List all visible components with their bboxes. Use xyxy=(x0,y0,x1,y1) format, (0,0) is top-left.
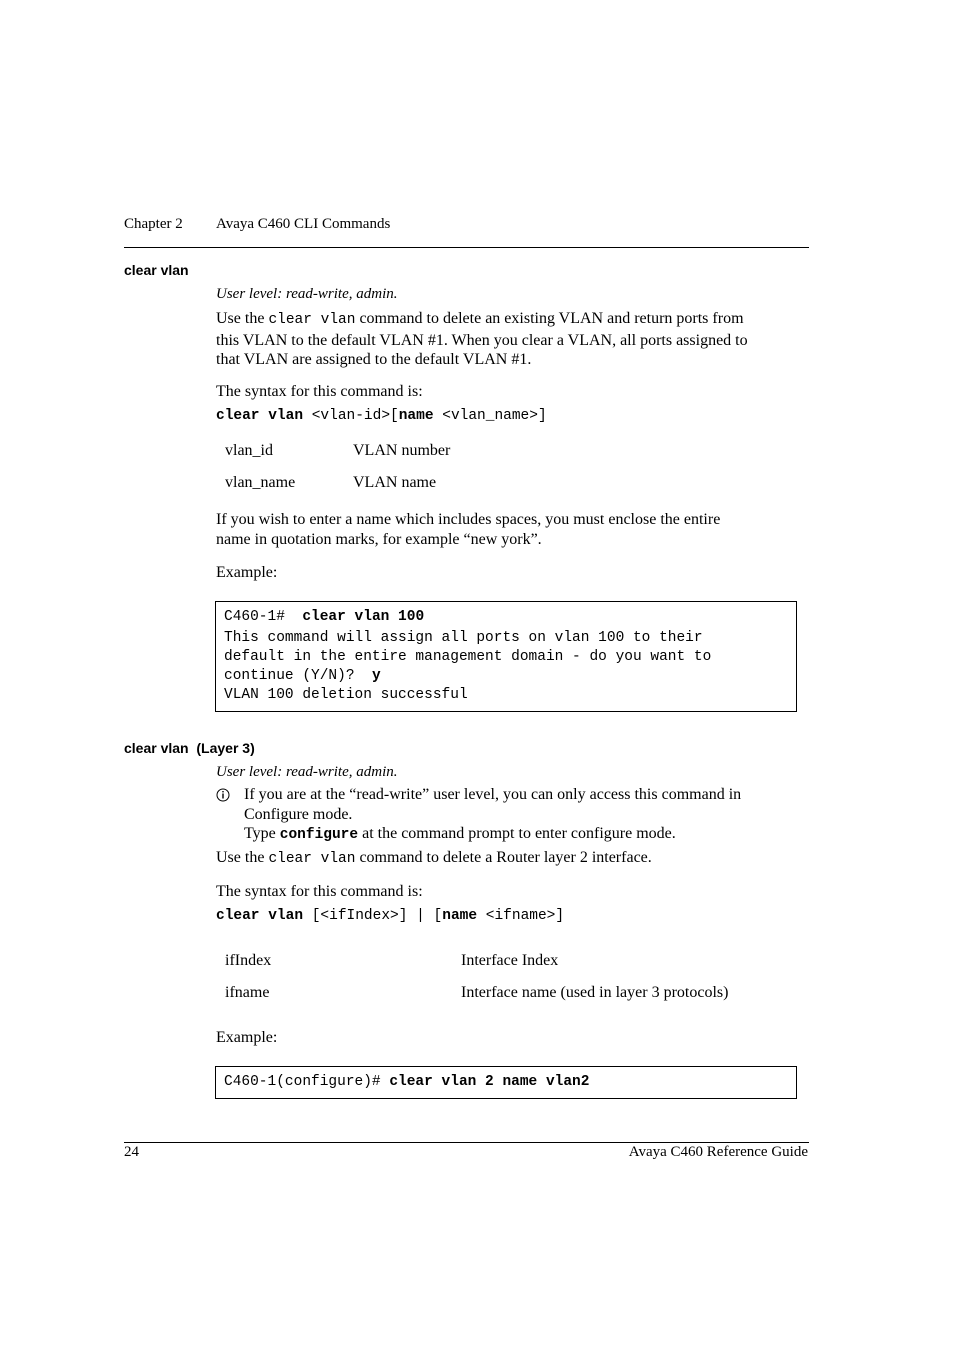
chapter-title: Avaya C460 CLI Commands xyxy=(216,216,391,232)
syntax-arg: [<ifIndex>] | [ xyxy=(303,908,443,924)
syntax-intro: The syntax for this command is: xyxy=(216,383,423,400)
param-desc: VLAN number xyxy=(353,442,451,459)
note-text: If you wish to enter a name which includes spaces, you must enclose the entire xyxy=(216,511,721,528)
intro-text: Use the xyxy=(216,310,269,327)
note-text: name in quotation marks, for example “new york”. xyxy=(216,530,542,548)
example-label: Example: xyxy=(216,564,278,581)
param-desc: Interface name (used in layer 3 protocols) xyxy=(461,984,729,1001)
chapter-label: Chapter 2 xyxy=(124,216,183,232)
example-label: Example: xyxy=(216,1029,278,1046)
syntax-arg: <ifname>] xyxy=(477,908,565,924)
code-command: clear vlan 100 xyxy=(302,609,425,625)
usage-part: Use the xyxy=(216,849,269,866)
code-line xyxy=(224,608,424,627)
usage-part: command to delete a Router layer 2 interface. xyxy=(355,849,652,866)
param-name: ifIndex xyxy=(225,952,272,969)
syntax-arg: <vlan-id>[ xyxy=(303,408,399,424)
param-desc: Interface Index xyxy=(461,952,559,969)
usage-text xyxy=(216,848,652,870)
info-note xyxy=(244,785,741,846)
code-command: clear vlan 2 name vlan2 xyxy=(389,1074,590,1090)
code-line xyxy=(224,1073,589,1092)
param-name: ifname xyxy=(225,984,270,1001)
syntax-command: clear vlan xyxy=(216,408,304,424)
code-output: This command will assign all ports on vlan 100 to their xyxy=(224,630,703,646)
syntax-line xyxy=(216,908,564,924)
intro-text: this VLAN to the default VLAN #1. When you clear a VLAN, all ports assigned to xyxy=(216,331,748,349)
inline-code: clear vlan xyxy=(268,312,356,328)
page-number: 24 xyxy=(124,1144,139,1160)
intro-text: command to delete an existing VLAN and return ports from xyxy=(355,310,744,327)
footer-rule xyxy=(124,1142,809,1143)
info-text: Configure mode. xyxy=(244,805,353,823)
section-heading: clear vlan (Layer 3) xyxy=(124,740,255,756)
code-example-box xyxy=(215,601,797,712)
section-heading: clear vlan xyxy=(124,262,189,278)
param-name: vlan_id xyxy=(225,442,273,459)
inline-code: clear vlan xyxy=(268,851,356,867)
code-output: VLAN 100 deletion successful xyxy=(224,687,468,703)
intro-text: that VLAN are assigned to the default VLAN #1. xyxy=(216,351,532,368)
header-rule xyxy=(124,247,809,248)
syntax-arg: <vlan_name>] xyxy=(433,408,547,424)
info-icon xyxy=(216,788,230,802)
inline-code: configure xyxy=(279,827,359,843)
code-line xyxy=(224,667,381,686)
param-name: vlan_name xyxy=(225,474,296,491)
user-level: User level: read-write, admin. xyxy=(216,764,398,780)
code-output: default in the entire management domain - do you want to xyxy=(224,649,712,665)
info-text: Type xyxy=(244,825,280,842)
note-paragraph xyxy=(216,510,720,549)
code-output: continue (Y/N)? xyxy=(224,668,372,684)
guide-title: Avaya C460 Reference Guide xyxy=(628,1144,808,1160)
syntax-line xyxy=(216,408,547,424)
syntax-keyword: name xyxy=(442,908,478,924)
code-answer: y xyxy=(371,668,381,684)
intro-paragraph xyxy=(216,309,748,370)
user-level: User level: read-write, admin. xyxy=(216,286,398,302)
code-prompt: C460-1# xyxy=(224,609,303,625)
syntax-intro: The syntax for this command is: xyxy=(216,883,423,900)
syntax-keyword: name xyxy=(398,408,434,424)
info-text: If you are at the “read-write” user level, you can only access this command in xyxy=(244,786,742,803)
param-desc: VLAN name xyxy=(353,474,437,491)
info-text: at the command prompt to enter configure mode. xyxy=(358,825,676,842)
syntax-command: clear vlan xyxy=(216,908,304,924)
code-prompt: C460-1(configure)# xyxy=(224,1074,390,1090)
code-example-box xyxy=(215,1066,797,1099)
